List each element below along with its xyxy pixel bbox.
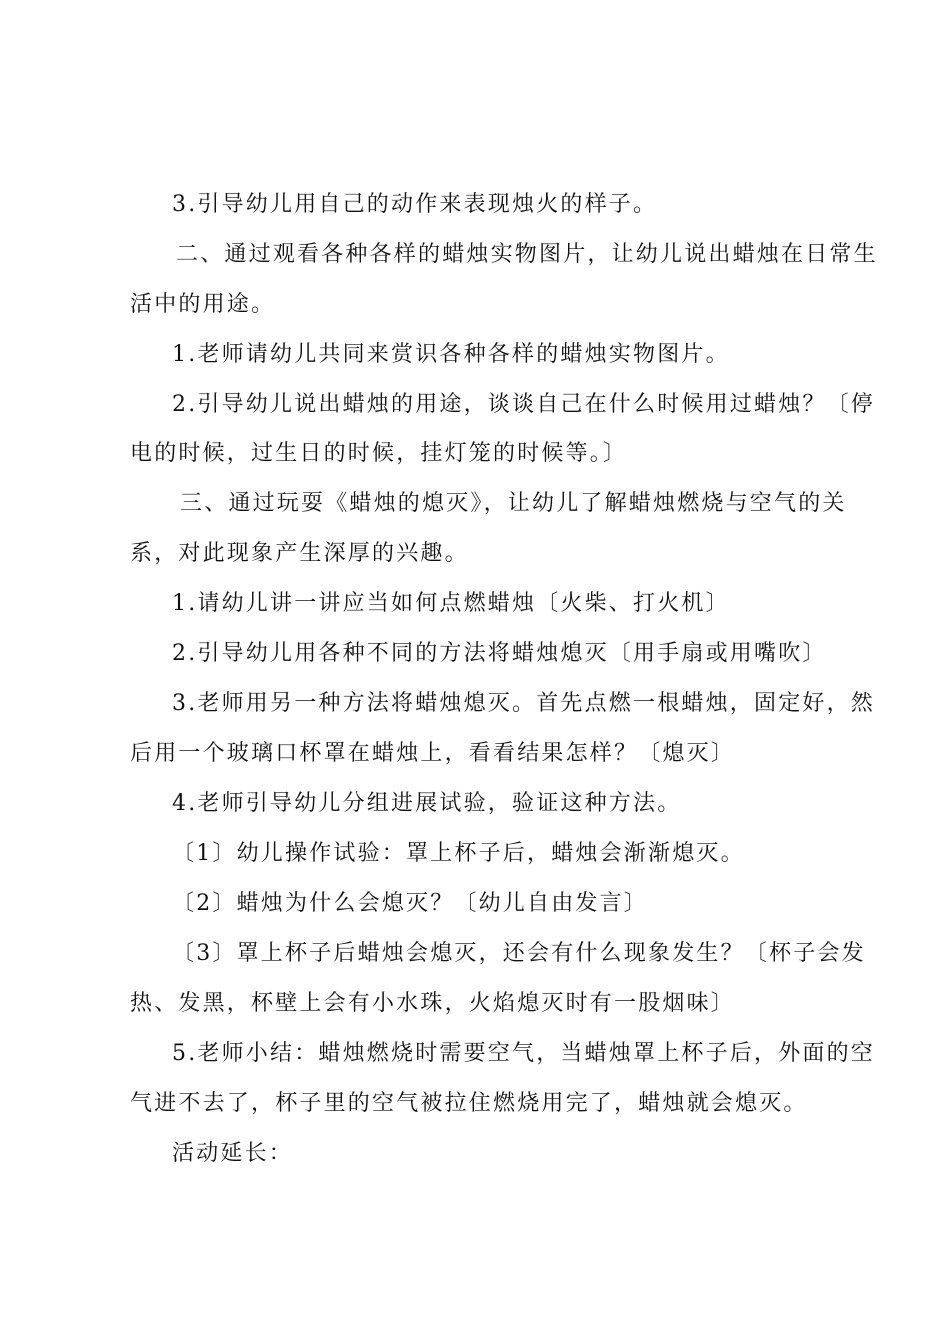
substep-1: 〔1〕幼儿操作试验：罩上杯子后，蜡烛会渐渐熄灭。 xyxy=(172,841,745,866)
section-3-step-2: 2.引导幼儿用各种不同的方法将蜡烛熄灭〔用手扇或用嘴吹〕 xyxy=(172,641,827,666)
section-3-step-1: 1.请幼儿讲一讲应当如何点燃蜡烛〔火柴、打火机〕 xyxy=(172,591,730,616)
step-3-express-candle-flame: 3.引导幼儿用自己的动作来表现烛火的样子。 xyxy=(172,192,658,217)
section-2-step-2: 2.引导幼儿说出蜡烛的用途，谈谈自己在什么时候用过蜡烛？〔停 xyxy=(172,392,875,417)
section-3-heading-cont: 系，对此现象产生深厚的兴趣。 xyxy=(130,541,469,566)
section-3-step-5-cont: 气进不去了，杯子里的空气被拉住燃烧用完了，蜡烛就会熄灭。 xyxy=(130,1091,808,1116)
section-3-step-5: 5.老师小结：蜡烛燃烧时需要空气，当蜡烛罩上杯子后，外面的空 xyxy=(172,1041,875,1066)
activity-extension-heading: 活动延长： xyxy=(172,1141,294,1166)
section-2-heading-cont: 活中的用途。 xyxy=(130,292,276,317)
substep-2: 〔2〕蜡烛为什么会熄灭？〔幼儿自由发言〕 xyxy=(172,891,648,916)
substep-3: 〔3〕罩上杯子后蜡烛会熄灭，还会有什么现象发生？〔杯子会发 xyxy=(172,941,866,966)
substep-3-cont: 热、发黑，杯壁上会有小水珠，火焰熄灭时有一股烟味〕 xyxy=(130,991,736,1016)
section-3-heading: 三、通过玩耍《蜡烛的熄灭》，让幼儿了解蜡烛燃烧与空气的关 xyxy=(180,491,847,516)
section-3-step-4: 4.老师引导幼儿分组进展试验，验证这种方法。 xyxy=(172,791,682,816)
section-3-step-3: 3.老师用另一种方法将蜡烛熄灭。首先点燃一根蜡烛，固定好，然 xyxy=(172,691,875,716)
section-2-heading: 二、通过观看各种各样的蜡烛实物图片，让幼儿说出蜡烛在日常生 xyxy=(176,242,878,267)
section-2-step-1: 1.老师请幼儿共同来赏识各种各样的蜡烛实物图片。 xyxy=(172,342,730,367)
section-2-step-2-cont: 电的时候，过生日的时候，挂灯笼的时候等。〕 xyxy=(130,441,628,466)
section-3-step-3-cont: 后用一个玻璃口杯罩在蜡烛上，看看结果怎样？〔熄灭〕 xyxy=(130,741,736,766)
